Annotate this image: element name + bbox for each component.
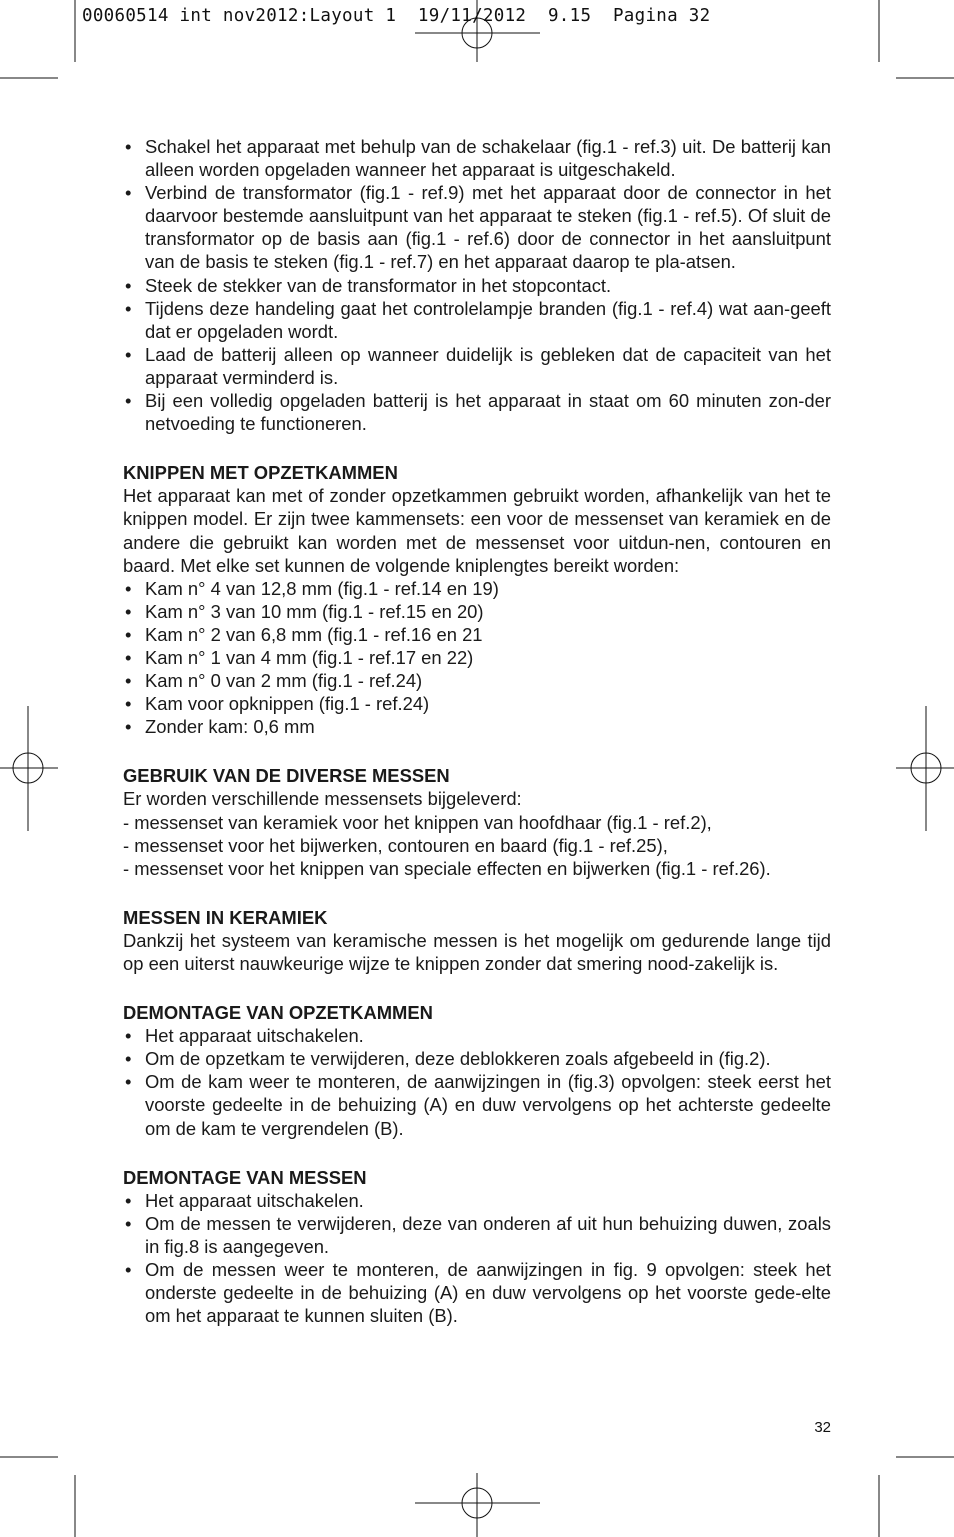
list-item: • Kam n° 3 van 10 mm (fig.1 - ref.15 en 20) [123,600,831,623]
charging-instructions-list [123,135,831,435]
list-item: • Kam voor opknippen (fig.1 - ref.24) [123,692,831,715]
section-heading: DEMONTAGE VAN OPZETKAMMEN [123,1002,433,1024]
list-item: • Steek de stekker van de transformator in het stopcontact. [123,274,831,297]
comb-lengths-list [123,577,831,739]
blade-removal-list [123,1189,831,1328]
list-item: • Zonder kam: 0,6 mm [123,715,831,738]
list-item: • Kam n° 2 van 6,8 mm (fig.1 - ref.16 en 21 [123,623,831,646]
paragraph: Er worden verschillende messensets bijgeleverd: [123,788,522,810]
section-heading: GEBRUIK VAN DE DIVERSE MESSEN [123,765,450,787]
list-item: • Het apparaat uitschakelen. [123,1189,831,1212]
page-content [123,135,831,1327]
section-heading: DEMONTAGE VAN MESSEN [123,1166,367,1188]
paragraph: Het apparaat kan met of zonder opzetkammen gebruikt worden, afhankelijk van het te knippen model. Er zijn twee kammensets: een voor de messenset van keramiek en de andere die gebruikt kan worden met de messenset voor uitdun-nen, contouren en baard. Met elke set kunnen de volgende kniplengtes bereikt worden: [123,485,831,576]
list-item: • Bij een volledig opgeladen batterij is het apparaat in staat om 60 minuten zon-der netvoeding te functioneren. [123,389,831,435]
list-item: • Om de messen weer te monteren, de aanwijzingen in fig. 9 opvolgen: steek het onderste gedeelte in de behuizing (A) en duw vervolgens op het voorste gede-elte om het apparaat te kunnen sluiten (B). [123,1258,831,1327]
list-item: • Om de kam weer te monteren, de aanwijzingen in (fig.3) opvolgen: steek eerst het voorste gedeelte in de behuizing (A) en duw vervolgens op het achterste gedeelte om de kam te vergrendelen (B). [123,1070,831,1139]
section-heading: KNIPPEN MET OPZETKAMMEN [123,462,398,484]
section-heading: MESSEN IN KERAMIEK [123,906,328,928]
list-item: • Om de messen te verwijderen, deze van onderen af uit hun behuizing duwen, zoals in fig.8 is aangegeven. [123,1212,831,1258]
list-item: • Kam n° 4 van 12,8 mm (fig.1 - ref.14 en 19) [123,577,831,600]
list-item: • Tijdens deze handeling gaat het controlelampje branden (fig.1 - ref.4) wat aan-geeft dat er opgeladen wordt. [123,297,831,343]
dash-item: - messenset voor het bijwerken, contouren en baard (fig.1 - ref.25), [123,834,668,856]
list-item: • Het apparaat uitschakelen. [123,1024,831,1047]
section-keramiek [123,906,831,975]
list-item: • Schakel het apparaat met behulp van de schakelaar (fig.1 - ref.3) uit. De batterij kan alleen worden opgeladen wanneer het apparaat is uitgeschakeld. [123,135,831,181]
registration-mark-left [0,706,58,831]
registration-mark-right [896,706,954,831]
comb-removal-list [123,1024,831,1139]
list-item: • Kam n° 0 van 2 mm (fig.1 - ref.24) [123,669,831,692]
section-gebruik [123,764,831,879]
registration-mark-bottom [415,1473,540,1537]
list-item: • Om de opzetkam te verwijderen, deze deblokkeren zoals afgebeeld in (fig.2). [123,1047,831,1070]
section-demontage-messen [123,1166,831,1328]
section-knippen [123,461,831,738]
list-item: • Laad de batterij alleen op wanneer duidelijk is gebleken dat de capaciteit van het apparaat verminderd is. [123,343,831,389]
section-demontage-kammen [123,1001,831,1140]
dash-item: - messenset voor het knippen van speciale effecten en bijwerken (fig.1 - ref.26). [123,857,771,879]
page-number: 32 [814,1419,831,1436]
print-slug: 00060514 int nov2012:Layout 1 19/11/2012 9.15 Pagina 32 [82,6,711,26]
dash-item: - messenset van keramiek voor het knippen van hoofdhaar (fig.1 - ref.2), [123,811,712,833]
paragraph: Dankzij het systeem van keramische messen is het mogelijk om gedurende lange tijd op een uiterst nauwkeurige wijze te knippen zonder dat smering nood-zakelijk is. [123,929,831,974]
list-item: • Kam n° 1 van 4 mm (fig.1 - ref.17 en 22) [123,646,831,669]
list-item: • Verbind de transformator (fig.1 - ref.9) met het apparaat door de connector in het daarvoor bestemde aansluitpunt van het apparaat te steken (fig.1 - ref.5). Of sluit de transformator op de basis aan (fig.1 - ref.6) door de connector in het aansluitpunt van de basis te steken (fig.1 - ref.7) en het apparaat daarop te pla-atsen. [123,181,831,273]
